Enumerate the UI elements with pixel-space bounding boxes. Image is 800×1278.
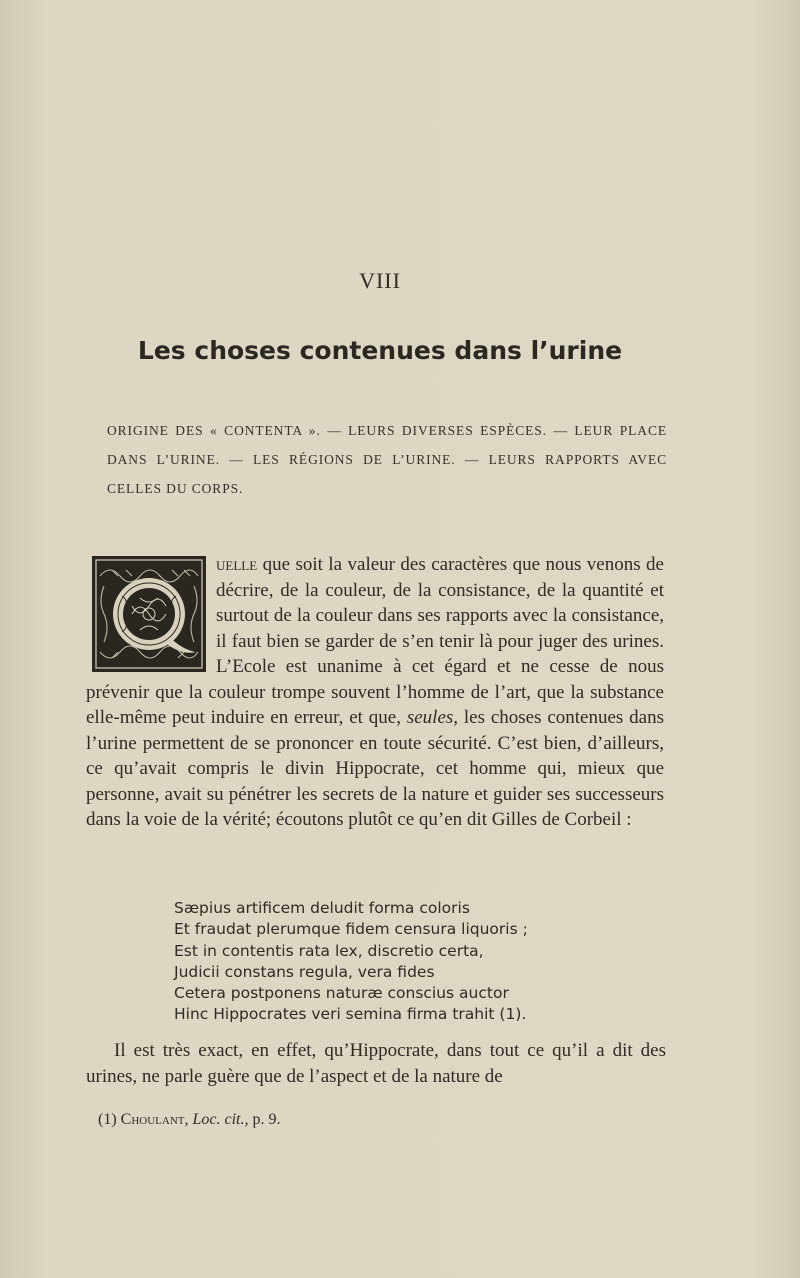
second-paragraph [86,1038,666,1090]
dropcap-continuation: uelle [216,554,258,575]
verse-line: Hinc Hippocrates veri semina firma trahit (1). [174,1005,527,1024]
footnote-author: Choulant, [120,1111,189,1128]
footnote-reference: Loc. cit., [192,1111,249,1128]
footnote-marker: (1) [98,1111,117,1128]
paragraph-emphasis: seules, [406,707,459,728]
verse-line: Cetera postponens naturæ conscius auctor [174,984,509,1003]
latin-verse [174,898,614,1026]
footnote-page: p. 9. [252,1111,281,1128]
verse-line: Et fraudat plerumque fidem censura liquoris ; [174,920,528,939]
ornamental-dropcap-q [92,556,206,672]
footnote [98,1111,598,1129]
verse-line: Sæpius artificem deludit forma coloris [174,899,470,917]
verse-line: Judicii constans regula, vera fides [174,962,435,981]
paragraph-text: Il est très exact, en effet, qu’Hippocrate, dans tout ce qu’il a dit des urines, ne parle guère que de l’aspect et de la nature de [86,1040,666,1087]
chapter-number: VIII [359,268,401,293]
chapter-title: Les choses contenues dans l’urine [137,336,623,365]
verse-line: Est in contentis rata lex, discretio certa, [174,941,484,960]
main-paragraph [86,552,664,833]
paragraph-text-a: que soit la valeur des caractères que nous venons de décrire, de la couleur, de la consistance, de la quantité et surtout de la couleur dans ses rapports avec la consistance, il faut bien se garder de s’en tenir là pour juger des urines. L’Ecole est unanime à cet égard et ne cesse de nous prévenir que la couleur trompe souvent l’homme de l’art, que la substance elle-même peut induire en erreur, et que, [86,554,664,728]
chapter-summary: ORIGINE DES « CONTENTA ». — LEURS DIVERSES ESPÈCES. — LEUR PLACE DANS L’URINE. — LES RÉGIONS DE L’URINE. — LEURS RAPPORTS AVEC CELLES DU CORPS. [107,423,667,496]
paragraph-text-b: les choses contenues dans l’urine permettent de se prononcer en toute sécurité. C’est bien, d’ailleurs, ce qu’avait compris le divin Hippocrate, cet homme qui, mieux que personne, avait su pénétrer les secrets de la nature et guider ses successeurs dans la voie de la vérité; écoutons plutôt ce qu’en dit Gilles de Corbeil : [86,707,664,830]
